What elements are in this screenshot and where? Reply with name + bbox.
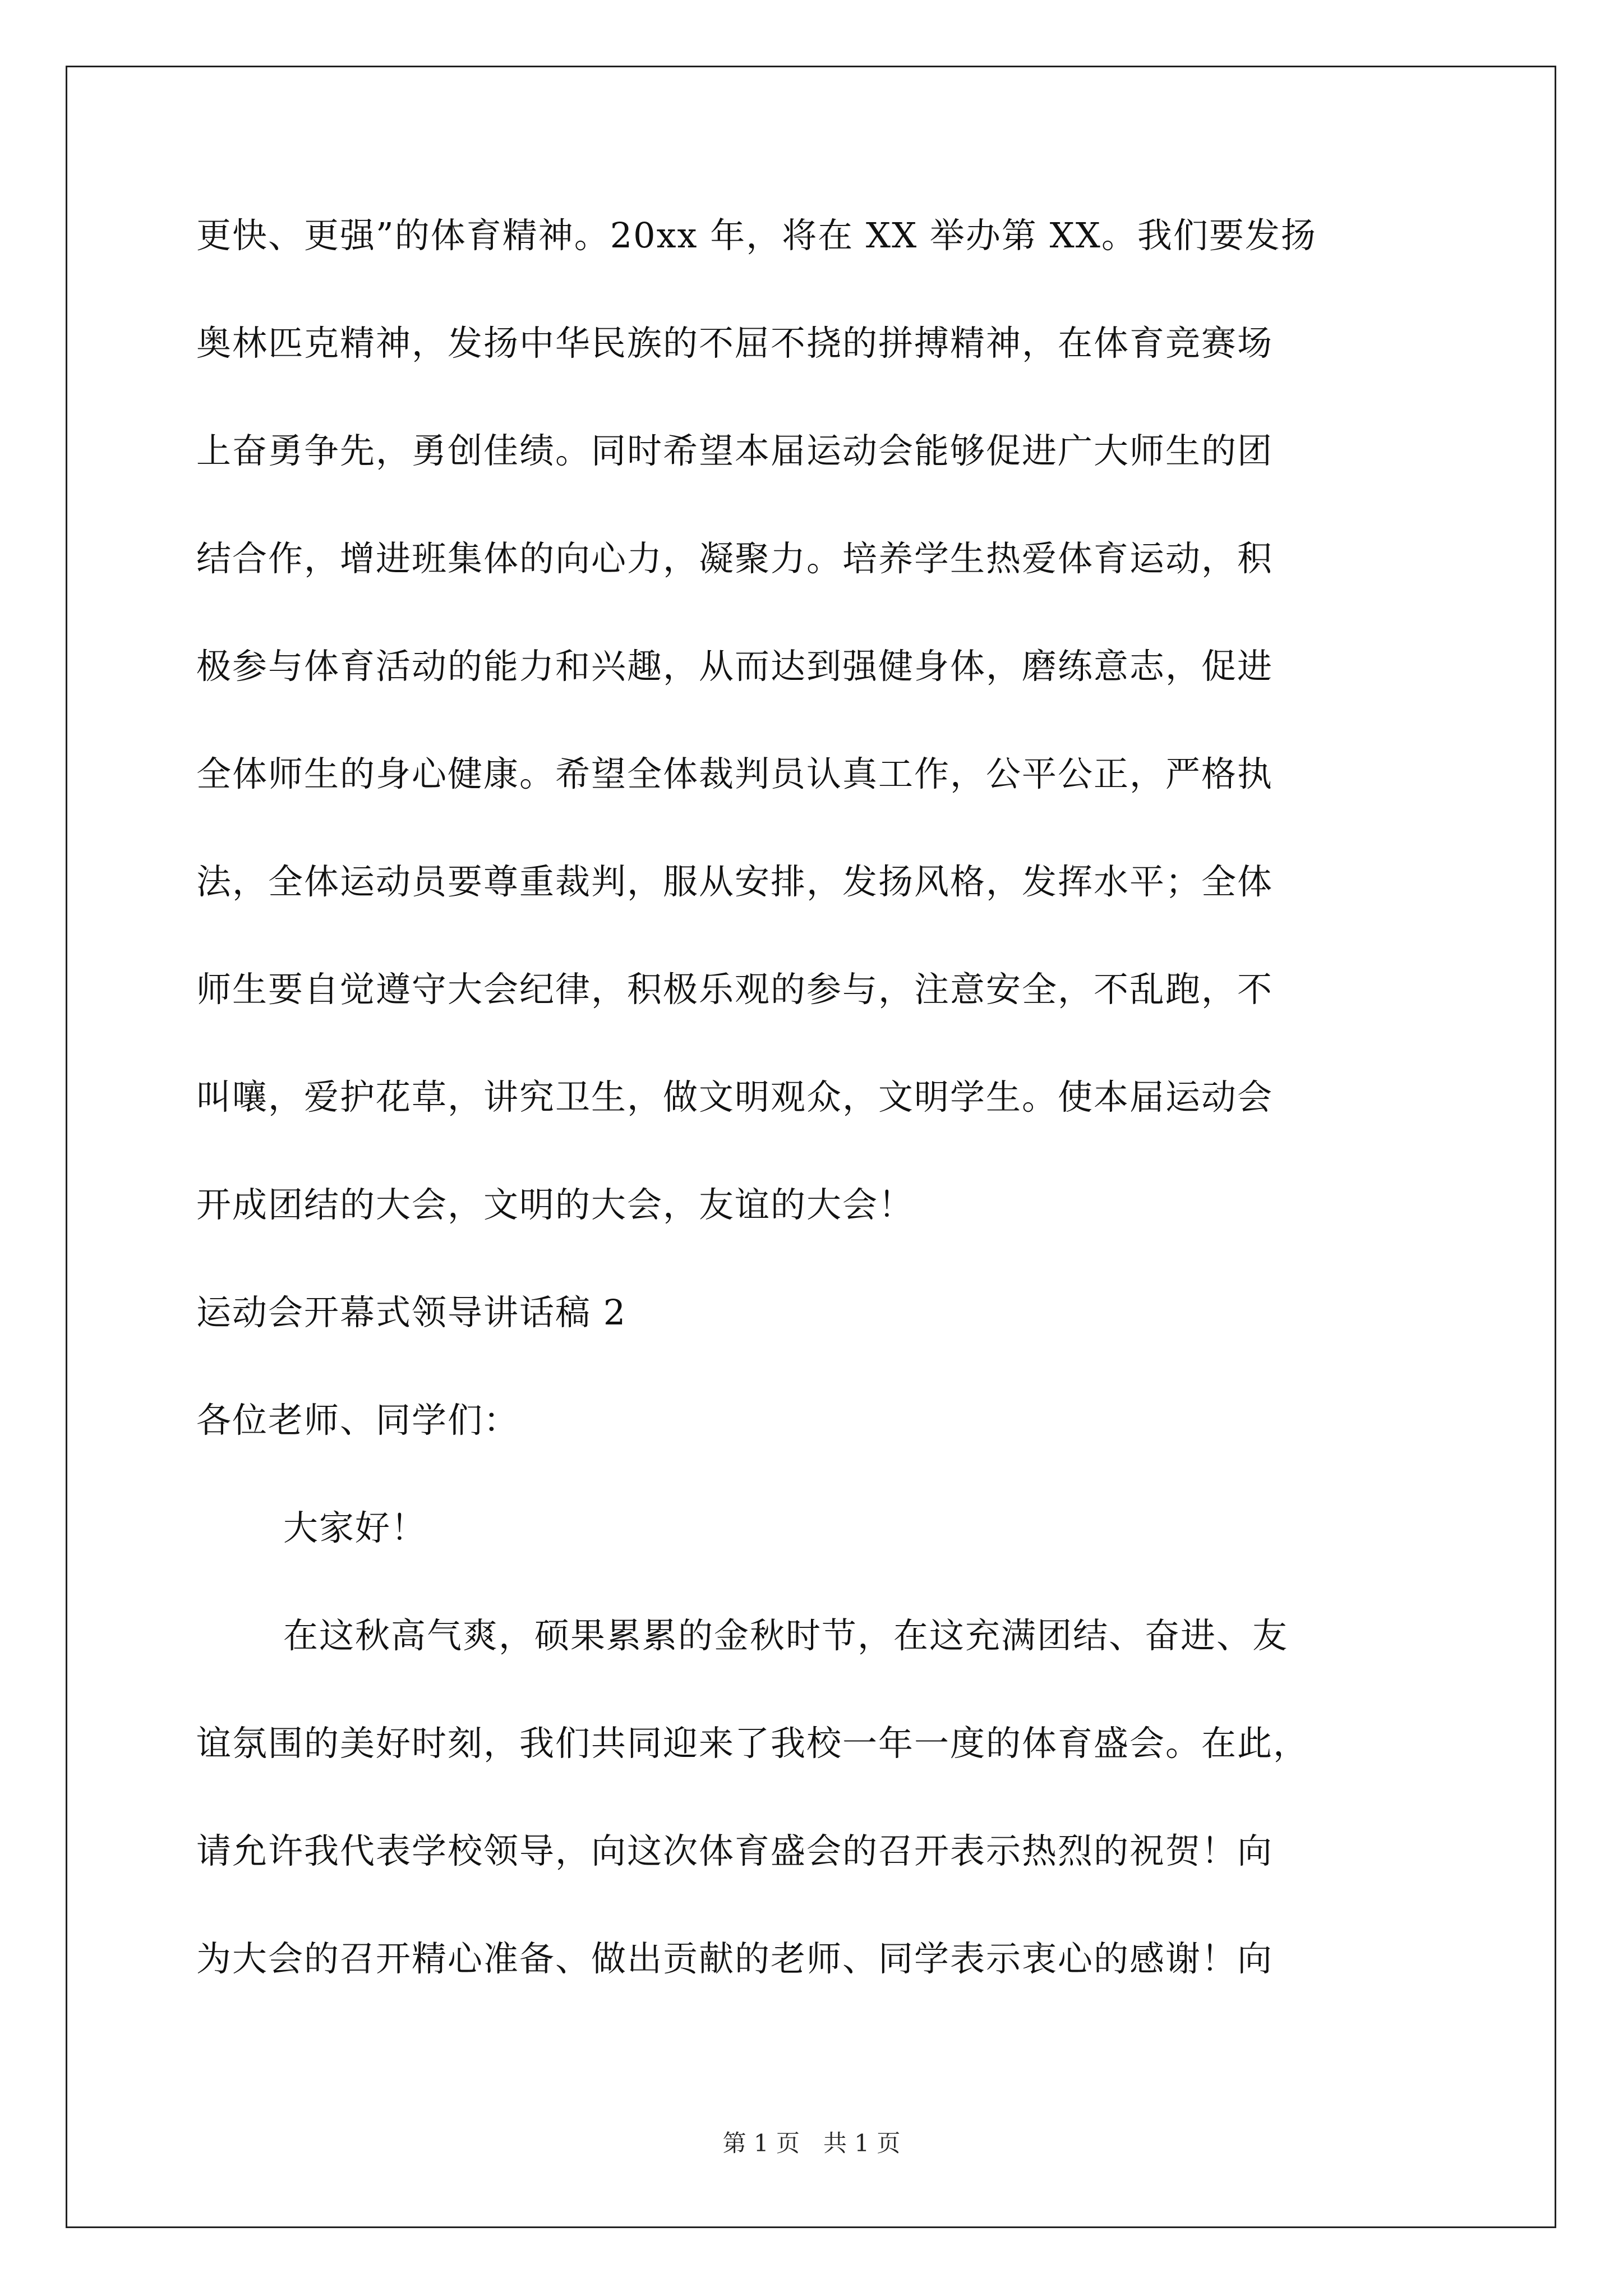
greeting: 大家好！ — [283, 1507, 427, 1548]
body-line: 结合作，增进班集体的向心力，凝聚力。培养学生热爱体育运动，积 — [196, 538, 1274, 579]
body-line: 上奋勇争先，勇创佳绩。同时希望本届运动会能够促进广大师生的团 — [196, 430, 1274, 471]
page-footer: 第 1 页 共 1 页 — [722, 2129, 901, 2157]
body-line: 开成团结的大会，文明的大会，友谊的大会！ — [196, 1184, 915, 1225]
section-heading: 运动会开幕式领导讲话稿 2 — [196, 1292, 627, 1333]
body-line: 奥林匹克精神，发扬中华民族的不屈不挠的拼搏精神，在体育竞赛场 — [196, 323, 1274, 364]
body-line: 极参与体育活动的能力和兴趣，从而达到强健身体，磨练意志，促进 — [196, 646, 1274, 687]
body-line: 为大会的召开精心准备、做出贡献的老师、同学表示衷心的感谢！向 — [196, 1938, 1274, 1979]
body-line: 请允许我代表学校领导，向这次体育盛会的召开表示热烈的祝贺！向 — [196, 1830, 1274, 1871]
body-line: 谊氛围的美好时刻，我们共同迎来了我校一年一度的体育盛会。在此， — [196, 1723, 1310, 1764]
body-line: 师生要自觉遵守大会纪律，积极乐观的参与，注意安全，不乱跑，不 — [196, 969, 1274, 1010]
body-line: 叫嚷，爱护花草，讲究卫生，做文明观众，文明学生。使本届运动会 — [196, 1076, 1274, 1117]
body-line: 全体师生的身心健康。希望全体裁判员认真工作，公平公正，严格执 — [196, 753, 1274, 794]
body-line: 更快、更强”的体育精神。20xx 年，将在 XX 举办第 XX。我们要发扬 — [196, 215, 1317, 256]
page-border — [66, 66, 1556, 2228]
body-line: 在这秋高气爽，硕果累累的金秋时节，在这充满团结、奋进、友 — [283, 1615, 1289, 1656]
body-line: 法，全体运动员要尊重裁判，服从安排，发扬风格，发挥水平；全体 — [196, 861, 1274, 902]
salutation: 各位老师、同学们： — [196, 1400, 520, 1441]
